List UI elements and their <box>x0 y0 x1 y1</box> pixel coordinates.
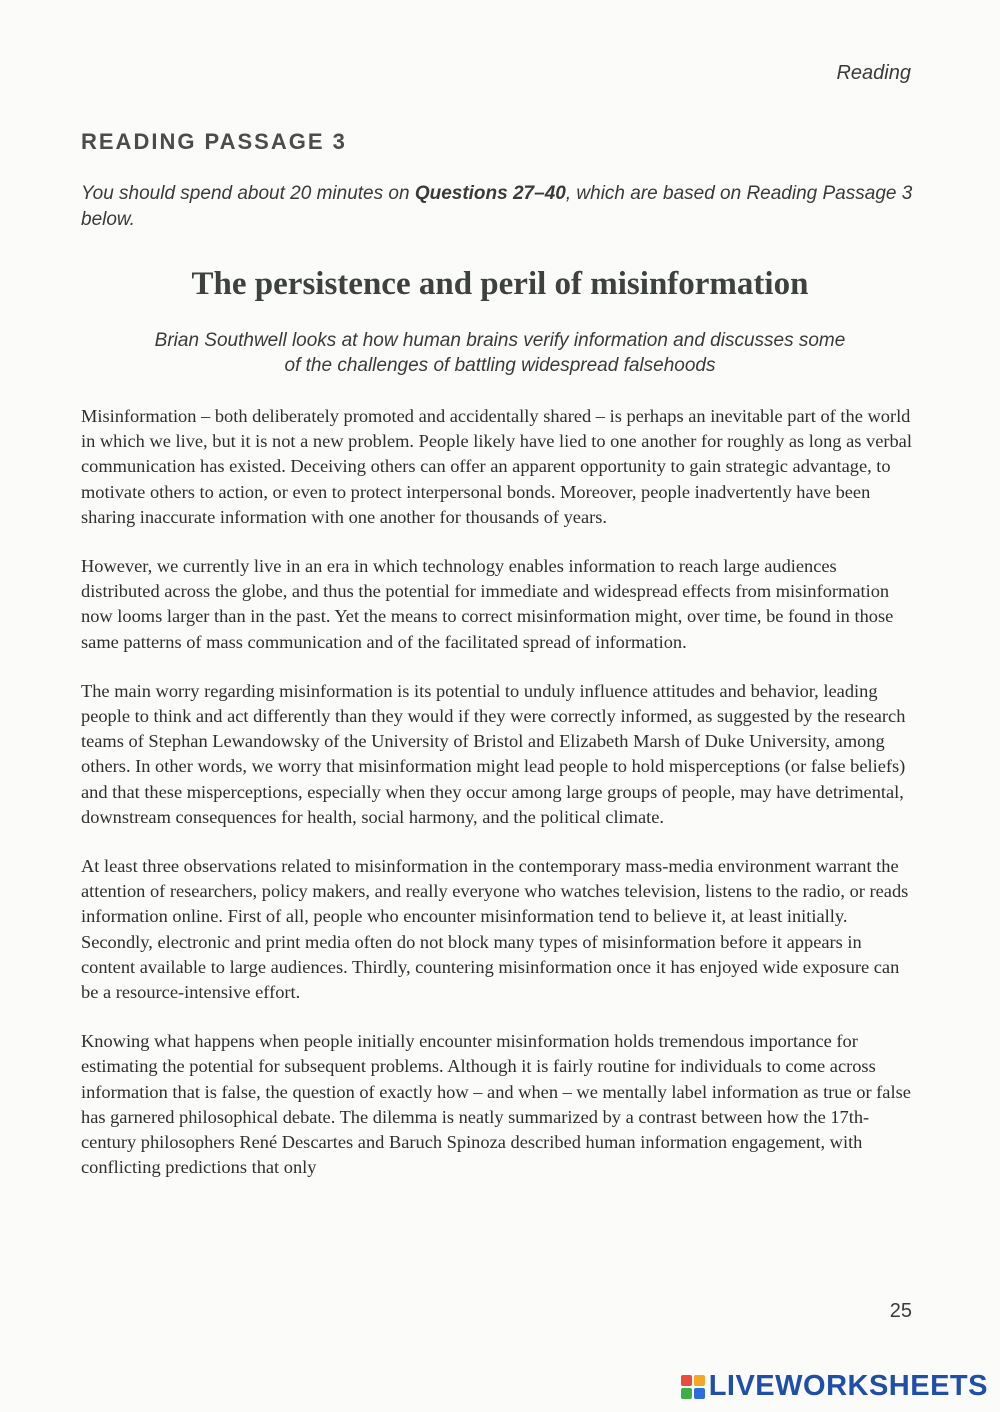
passage-heading: READING PASSAGE 3 <box>81 129 347 154</box>
logo-square <box>681 1388 692 1399</box>
paragraph: Misinformation – both deliberately promoted and accidentally shared – is perhaps an inevitable part of the world in which we live, but it is not a new problem. People likely have lied to one another for roughly as long as verbal communication has existed. Deceiving others can offer an apparent opportunity to gain strategic advantage, to motivate others to action, or even to protect interpersonal bonds. Moreover, people inadvertently have been sharing inaccurate information with one another for thousands of years. <box>81 406 912 527</box>
paragraph: However, we currently live in an era in which technology enables information to reach large audiences distributed across the globe, and thus the potential for immediate and widespread effects from misinformation now looms larger than in the past. Yet the means to correct misinformation might, over time, be found in those same patterns of mass communication and of the facilitated spread of information. <box>81 556 894 652</box>
paragraph: Knowing what happens when people initially encounter misinformation holds tremendous importance for estimating the potential for subsequent problems. Although it is fairly routine for individuals to come across information that is false, the question of exactly how – and when – we mentally label information as true or false has garnered philosophical debate. The dilemma is neatly summarized by a contrast between how the 17th-century philosophers René Descartes and Baruch Spinoza described human information engagement, with conflicting predictions that only <box>81 1031 911 1178</box>
liveworksheets-logo-icon <box>681 1375 705 1399</box>
watermark-text: LIVEWORKSHEETS <box>708 1370 988 1402</box>
instructions <box>81 181 921 233</box>
logo-square <box>694 1388 705 1399</box>
instructions-text-before: You should spend about 20 minutes on <box>81 183 415 204</box>
liveworksheets-watermark <box>681 1370 988 1403</box>
instructions-text-after: , which are based on Reading Passage 3 below. <box>81 183 913 230</box>
instructions-questions-range: Questions 27–40 <box>414 183 566 204</box>
logo-square <box>694 1375 705 1386</box>
article-title: The persistence and peril of misinformation <box>191 266 809 302</box>
page-number: 25 <box>889 1300 912 1322</box>
logo-square <box>681 1375 692 1386</box>
paragraph: The main worry regarding misinformation is its potential to unduly influence attitudes and behavior, leading people to think and act differently than they would if they were correctly informed, as suggested by the research teams of Stephan Lewandowsky of the University of Bristol and Elizabeth Marsh of Duke University, among others. In other words, we worry that misinformation might lead people to hold misperceptions (or false beliefs) and that these misperceptions, especially when they occur among large groups of people, may have detrimental, downstream consequences for health, social harmony, and the political climate. <box>81 680 906 827</box>
article-body <box>81 404 916 1204</box>
section-label: Reading <box>836 62 911 84</box>
paragraph: At least three observations related to misinformation in the contemporary mass-media environment warrant the attention of researchers, policy makers, and really everyone who watches television, listens to the radio, or reads information online. First of all, people who encounter misinformation tend to believe it, at least initially. Secondly, electronic and print media often do not block many types of misinformation before it appears in content available to large audiences. Thirdly, countering misinformation once it has enjoyed wide exposure can be a resource-intensive effort. <box>81 856 909 1003</box>
article-subtitle: Brian Southwell looks at how human brains verify information and discusses some of the challenges of battling widespread falsehoods <box>154 330 846 376</box>
